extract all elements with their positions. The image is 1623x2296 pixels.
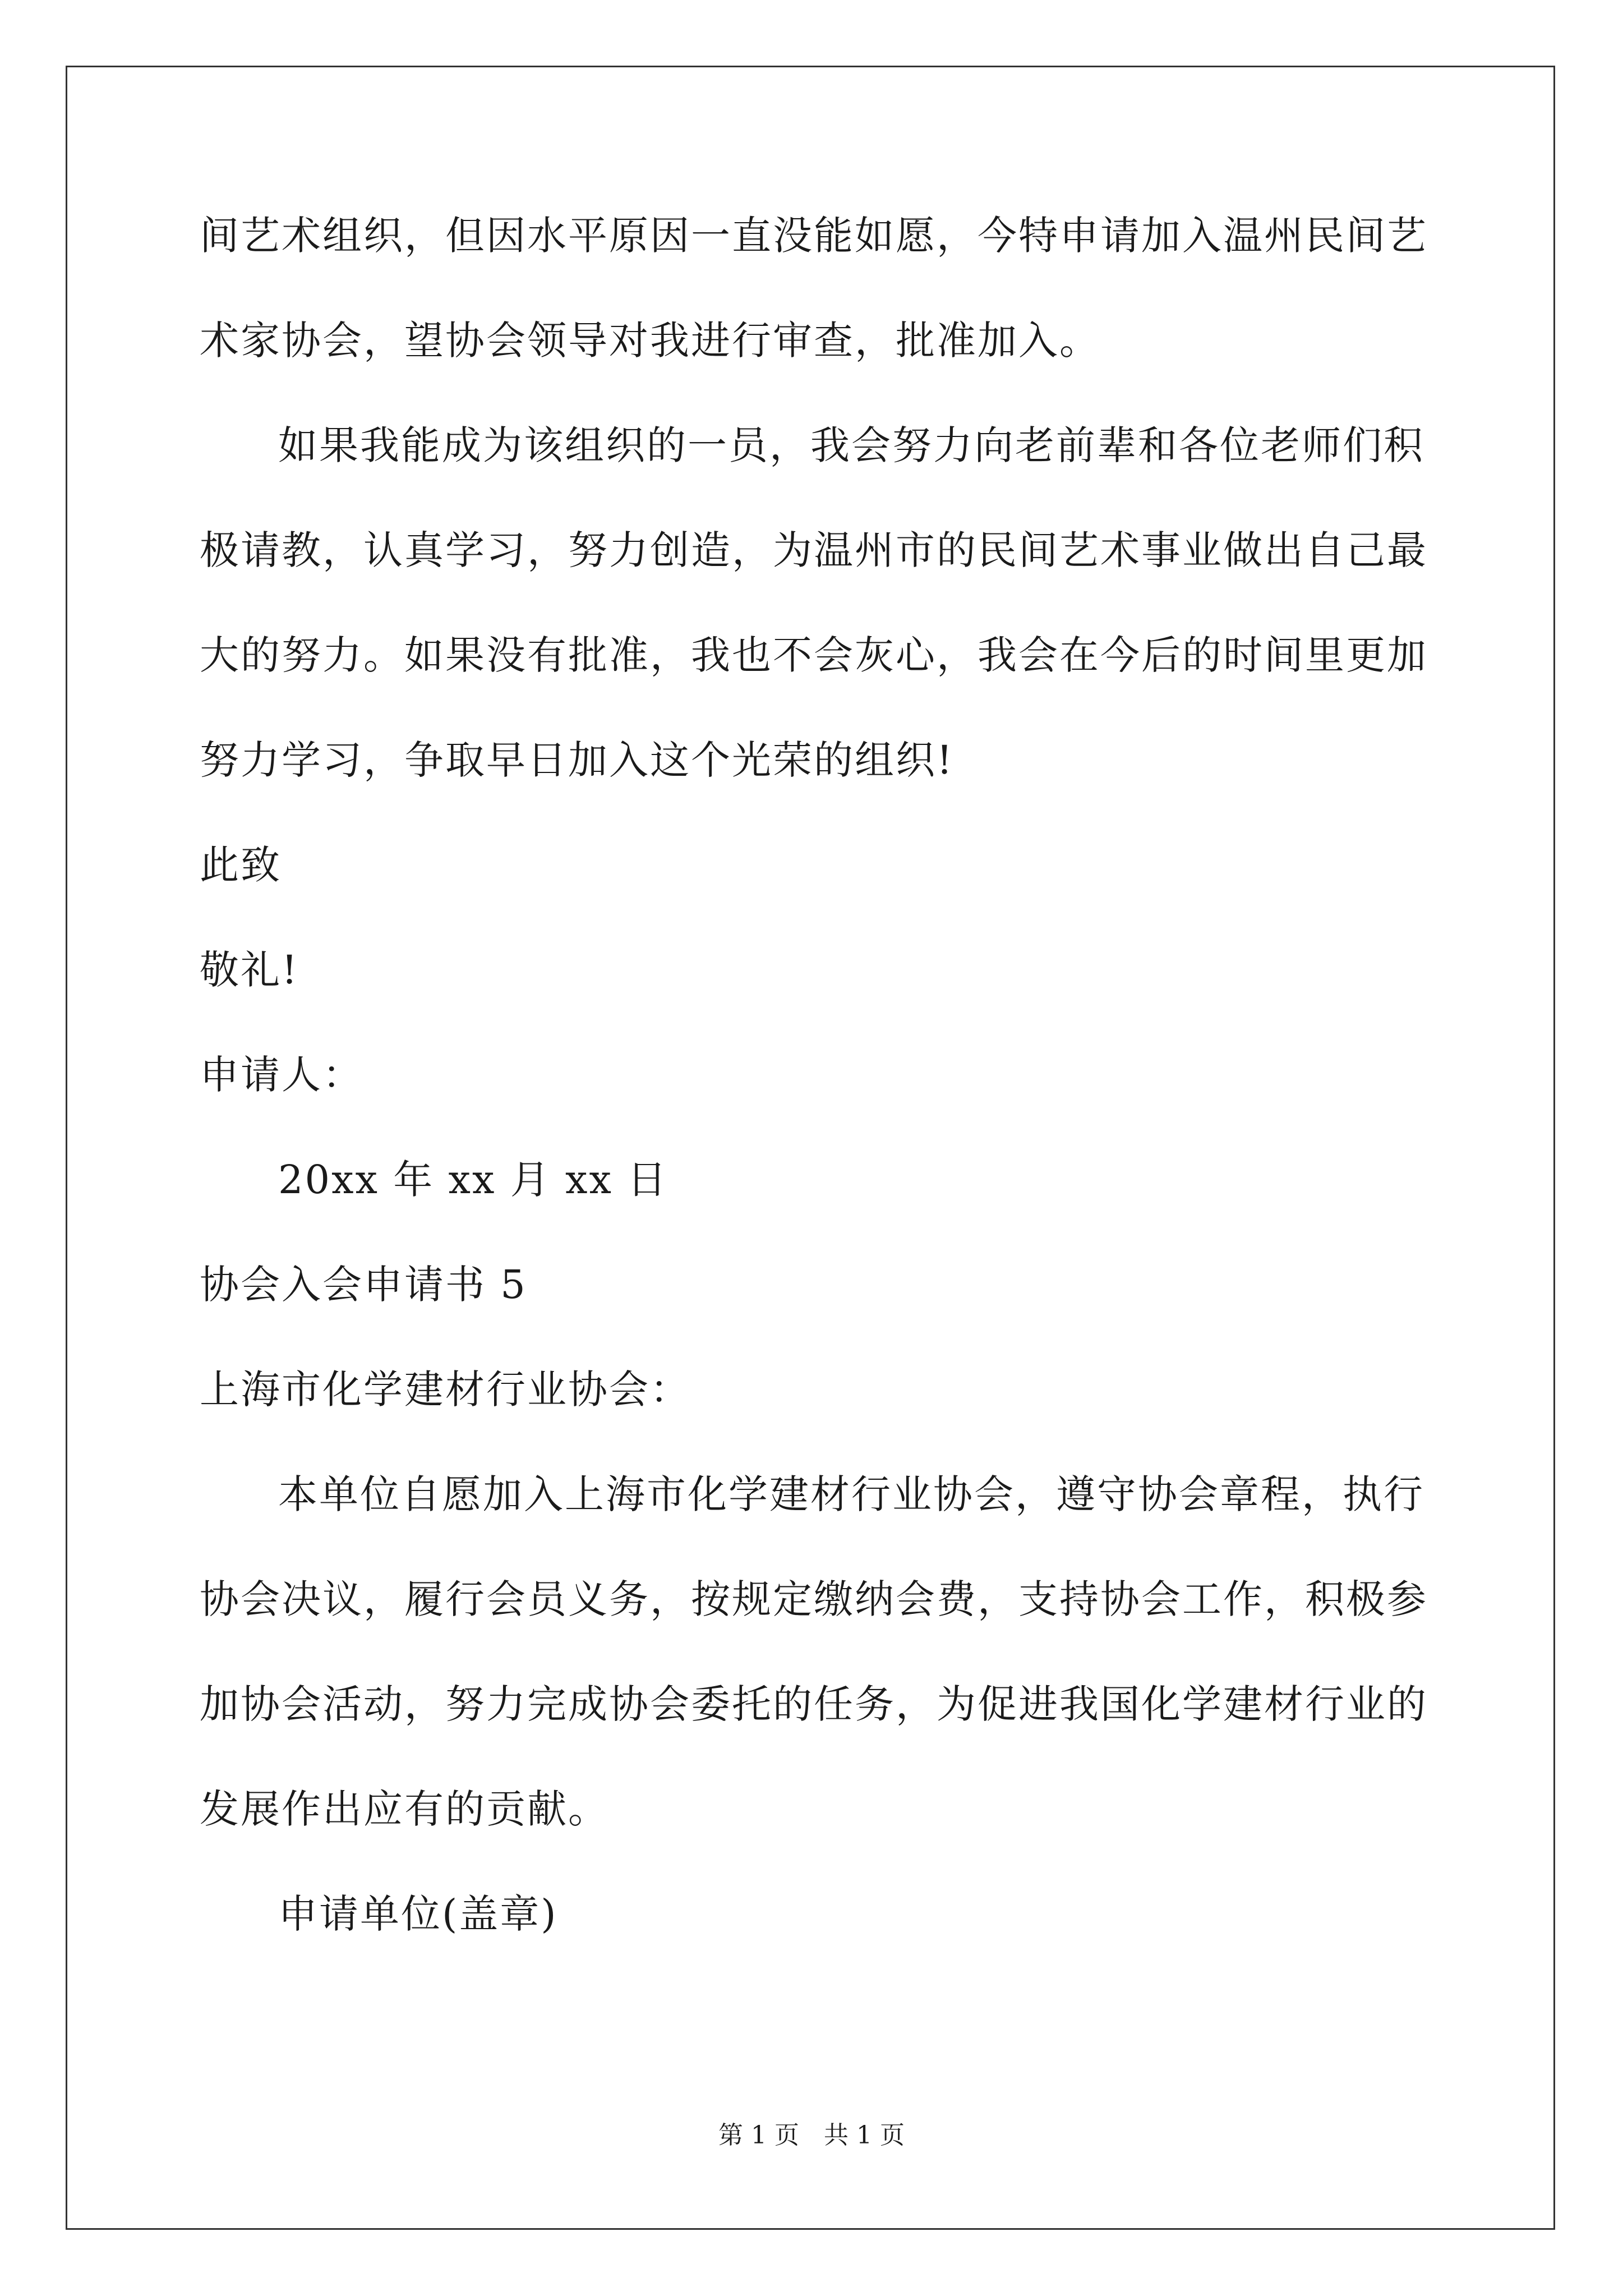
- paragraph-line: 大的努力。如果没有批准，我也不会灰心，我会在今后的时间里更加: [200, 632, 1428, 678]
- paragraph-line: 本单位自愿加入上海市化学建材行业协会，遵守协会章程，执行: [278, 1471, 1424, 1517]
- addressee-line: 上海市化学建材行业协会：: [200, 1366, 691, 1412]
- paragraph-line: 极请教，认真学习，努力创造，为温州市的民间艺术事业做出自己最: [200, 527, 1428, 573]
- paragraph-line: 如果我能成为该组织的一员，我会努力向老前辈和各位老师们积: [278, 422, 1424, 468]
- signature-label: 申请单位(盖章): [278, 1891, 558, 1937]
- paragraph-line: 努力学习，争取早日加入这个光荣的组织!: [200, 737, 955, 783]
- paragraph-line: 术家协会，望协会领导对我进行审查，批准加入。: [200, 318, 1100, 364]
- page-footer: 第 1 页 共 1 页: [718, 2121, 905, 2150]
- paragraph-line: 协会决议，履行会员义务，按规定缴纳会费，支持协会工作，积极参: [200, 1576, 1428, 1622]
- closing-line: 敬礼!: [200, 947, 299, 993]
- applicant-label: 申请人：: [200, 1052, 363, 1098]
- section-title: 协会入会申请书 5: [200, 1262, 527, 1308]
- paragraph-line: 发展作出应有的贡献。: [200, 1786, 609, 1832]
- salutation-line: 此致: [200, 842, 282, 888]
- paragraph-line: 间艺术组织，但因水平原因一直没能如愿，今特申请加入温州民间艺: [200, 213, 1428, 259]
- date-line: 20xx 年 xx 月 xx 日: [278, 1157, 668, 1203]
- paragraph-line: 加协会活动，努力完成协会委托的任务，为促进我国化学建材行业的: [200, 1681, 1428, 1727]
